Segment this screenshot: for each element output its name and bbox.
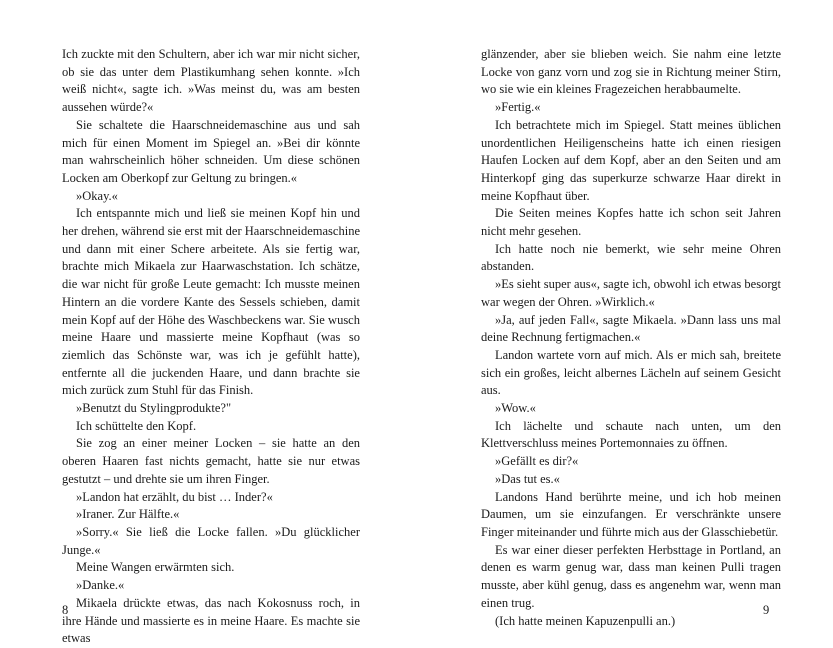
paragraph: »Iraner. Zur Hälfte.« [76,507,180,522]
right-page-text [481,46,781,630]
paragraph: Sie zog an einer meiner Locken – sie hatte an den oberen Haaren fast nichts gemacht, hatte sie nur etwas gestutzt – und drehte sie um ihren Finger. [62,436,360,486]
page-number: 8 [62,603,69,617]
paragraph: »Danke.« [76,578,125,593]
paragraph: Landon wartete vorn auf mich. Als er mich sah, breitete sich ein großes, leicht albernes Lächeln auf seinem Gesicht aus. [481,347,781,398]
paragraph: glänzender, aber sie blieben weich. Sie nahm eine letzte Locke von ganz vorn und zog sie in Richtung meiner Stirn, wo sie wie ein kleines Fragezeichen herabbaumelte. [481,47,781,97]
paragraph: Ich entspannte mich und ließ sie meinen Kopf hin und her drehen, während sie erst mit der Haarschneidemaschine und dann mit einer Schere arbeitete. Als sie fertig war, brachte mich Mikaela zur Haarwaschstation. Ich schätze, die war nicht für große Leute gemacht: Ich musste meinen Hintern an die vordere Kante des Sessels schieben, damit mein Kopf auf der Höhe des Waschbeckens war. Sie wusch meine Haare und massierte meine Kopfhaut (was so ziemlich das Schönste war, was ich je gefühlt hatte), entfernte all die juckenden Haare, und dann brachte sie mich zurück zum Stuhl für das Finish. [62,206,360,398]
left-page [0,0,416,648]
page-number: 9 [763,603,770,617]
paragraph: »Benutzt du Stylingprodukte?" [76,401,232,416]
paragraph: »Gefällt es dir?« [495,454,579,469]
paragraph: Ich zuckte mit den Schultern, aber ich war mir nicht sicher, ob sie das unter dem Plastikumhang sehen konnte. »Ich weiß nicht«, sagte ich. »Was meinst du, was am besten aussehen würde?« [62,47,360,115]
paragraph: »Wow.« [495,401,536,416]
paragraph: Mikaela drückte etwas, das nach Kokosnuss roch, in ihre Hände und massierte es in meine Haare. Es machte sie etwas [62,595,360,646]
paragraph: »Fertig.« [495,100,541,115]
paragraph: Es war einer dieser perfekten Herbsttage in Portland, an denen es warm genug war, dass man keinen Pulli tragen musste, aber kühl genug, dass es angenehm war, wenn man einen trug. [481,542,781,610]
paragraph: Ich betrachtete mich im Spiegel. Statt meines üblichen unordentlichen Heiligenscheins hatte ich einen riesigen Haufen Locken auf dem Kopf, aber an den Seiten und am Hinterkopf ging das superkurze schwarze Haar direkt in meine Kopfhaut über. [481,117,781,203]
paragraph: »Ja, auf jeden Fall«, sagte Mikaela. »Dann lass uns mal deine Rechnung fertigmachen.« [481,312,781,345]
paragraph: »Okay.« [76,188,118,203]
right-page [416,0,833,648]
paragraph: Ich lächelte und schaute nach unten, um den Klettverschluss meines Portemonnaies zu öffnen. [481,418,781,451]
paragraph: Meine Wangen erwärmten sich. [76,560,235,575]
left-page-text [62,46,360,648]
paragraph: »Es sieht super aus«, sagte ich, obwohl ich etwas besorgt war wegen der Ohren. »Wirklich.« [481,277,781,309]
paragraph: Die Seiten meines Kopfes hatte ich schon seit Jahren nicht mehr gesehen. [481,206,781,239]
paragraph: Ich schüttelte den Kopf. [76,418,197,433]
paragraph: Sie schaltete die Haarschneidemaschine aus und sah mich für einen Moment im Spiegel an. »Bei dir könnte man wahrscheinlich höher schneiden. Um diese schönen Locken am Oberkopf zur Geltung zu bringen.« [62,117,360,185]
paragraph: »Landon hat erzählt, du bist … Inder?« [76,489,273,504]
paragraph: »Das tut es.« [495,471,560,486]
paragraph: (Ich hatte meinen Kapuzenpulli an.) [495,613,676,628]
paragraph: Landons Hand berührte meine, und ich hob meinen Daumen, um sie einzufangen. Er verschränkte unsere Finger miteinander und führte mich aus der Glasschiebetür. [481,489,781,539]
paragraph: »Sorry.« Sie ließ die Locke fallen. »Du glücklicher Junge.« [62,524,360,557]
paragraph: Ich hatte noch nie bemerkt, wie sehr meine Ohren abstanden. [481,241,781,274]
